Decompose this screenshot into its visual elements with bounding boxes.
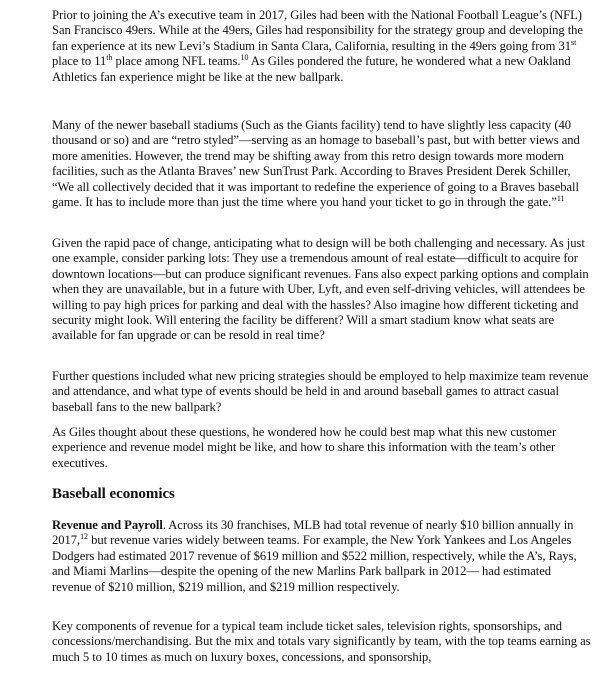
section-heading: Baseball economics [52, 486, 175, 502]
paragraph-revenue-payroll [52, 518, 592, 595]
paragraph-further-questions [52, 369, 592, 415]
run-in-title: Revenue and Payroll [52, 518, 163, 532]
paragraph-rapid-change [52, 236, 592, 344]
paragraph-giles-background [52, 8, 592, 85]
paragraph-text: Further questions included what new pricing strategies should be employed to help maximize team revenue and attendance, and what type of events should be held in and around baseball games to attract casual baseball fans to the new ballpark? [52, 369, 589, 414]
paragraph-text: . Across its 30 franchises, MLB had total revenue of nearly $10 billion annually in 2017, [52, 518, 574, 548]
paragraph-text: As Giles pondered the future, he wondered what a new Oakland Athletics fan experience might be like at the new ballpark. [52, 54, 571, 84]
paragraph-text: place among NFL teams. [112, 54, 241, 69]
paragraph-stadium-trends [52, 118, 592, 210]
paragraph-text: place to 11 [52, 54, 107, 69]
paragraph-text: Prior to joining the A’s executive team in 2017, Giles had been with the National Football League’s (NFL) San Francisco 49ers. While at the 49ers, Giles had responsibility for the strategy group and developing the fan experience at its new Levi’s Stadium in Santa Clara, California, resulting in the 49ers going from 31 [52, 8, 583, 53]
paragraph-text: Given the rapid pace of change, anticipating what to design will be both challenging and necessary. As just one example, consider parking lots: They use a tremendous amount of real estate—difficult to acquire for downtown locations—but can produce significant revenues. Fans also expect parking options and complain when they are unavailable, but in a future with Uber, Lyft, and even self-driving vehicles, will attendees be willing to pay high prices for parking and deal with the hassles? Also imagine how different ticketing and security might look. Will entering the facility be different? Will a smart stadium know what seats are available for fan upgrade or can be resold in real time? [52, 236, 589, 343]
paragraph-giles-thoughts [52, 425, 592, 471]
paragraph-text: Many of the newer baseball stadiums (Such as the Giants facility) tend to have slightly less capacity (40 thousand or so) and are “retro styled”—serving as an homage to baseball’s past, but with better views and more amenities. However, the trend may be shifting away from this retro design towards more modern facilities, such as the Atlanta Braves’ new SunTrust Park. According to Braves President Derek Schiller, “We all collectively decided that it was important to redefine the experience of going to a Braves baseball game. It has to include more than just the time where you hand your ticket to go in through the gate.” [52, 118, 580, 210]
paragraph-text: but revenue varies widely between teams. For example, the New York Yankees and Los Angeles Dodgers had estimated 2017 revenue of $619 million and $522 million, respectively, while the A’s, Rays, and Miami Marlins—despite the opening of the new Marlins Park ballpark in 2012— had estimated revenue of $210 million, $219 million, and $219 million respectively. [52, 533, 577, 594]
footnote-marker: 11 [556, 194, 565, 204]
paragraph-text: As Giles thought about these questions, he wondered how he could best map what this new customer experience and revenue model might be like, and how to share this information with the team’s other executives. [52, 425, 557, 470]
footnote-marker: st [571, 37, 577, 47]
footnote-marker: 10 [240, 53, 249, 63]
paragraph-key-components [52, 619, 592, 665]
paragraph-text: Key components of revenue for a typical team include ticket sales, television rights, sponsorships, and concessions/merchandising. But the mix and totals vary significantly by team, with the top teams earning as much 5 to 10 times as much on luxury boxes, concessions, and sponsorship, [52, 619, 591, 664]
footnote-marker: 12 [80, 532, 88, 542]
footnote-marker: th [106, 53, 113, 63]
